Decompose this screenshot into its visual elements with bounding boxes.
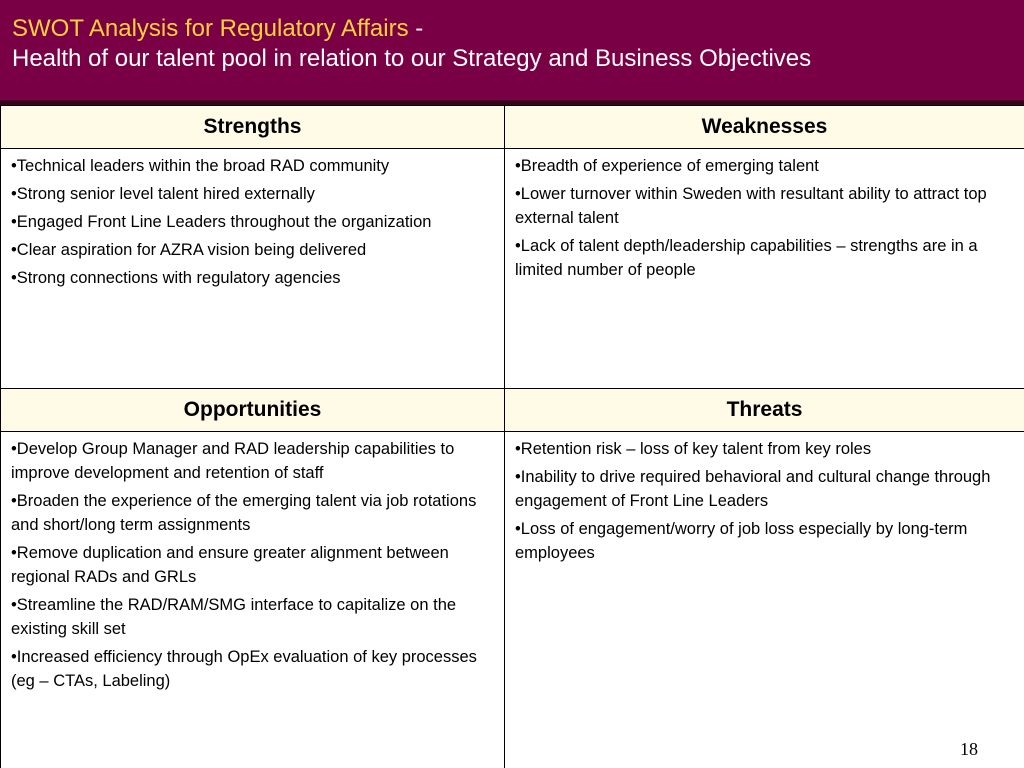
strengths-list bbox=[11, 154, 496, 290]
opportunities-list bbox=[11, 437, 496, 693]
weaknesses-cell bbox=[505, 149, 1024, 389]
list-item: • Lack of talent depth/leadership capabilities – strengths are in a limited number of people bbox=[515, 234, 1016, 282]
threats-list bbox=[515, 437, 1016, 565]
slide-subtitle: Health of our talent pool in relation to our Strategy and Business Objectives bbox=[12, 45, 812, 72]
swot-table bbox=[0, 105, 1024, 768]
strengths-cell bbox=[1, 149, 505, 389]
list-item: • Streamline the RAD/RAM/SMG interface to capitalize on the existing skill set bbox=[11, 593, 496, 641]
threats-heading: Threats bbox=[505, 389, 1024, 432]
list-item: • Engaged Front Line Leaders throughout the organization bbox=[11, 210, 496, 234]
list-item: • Develop Group Manager and RAD leadership capabilities to improve development and retention of staff bbox=[11, 437, 496, 485]
slide-title-main: SWOT Analysis for Regulatory Affairs bbox=[12, 15, 409, 42]
list-item: • Breadth of experience of emerging talent bbox=[515, 154, 1016, 178]
threats-cell bbox=[505, 432, 1024, 768]
title-bar bbox=[0, 0, 1024, 100]
list-item: • Strong connections with regulatory agencies bbox=[11, 266, 496, 290]
slide-title bbox=[12, 14, 1014, 44]
list-item: • Remove duplication and ensure greater alignment between regional RADs and GRLs bbox=[11, 541, 496, 589]
opportunities-cell bbox=[1, 432, 505, 768]
list-item: • Clear aspiration for AZRA vision being delivered bbox=[11, 238, 496, 262]
list-item: • Inability to drive required behavioral and cultural change through engagement of Front Line Leaders bbox=[515, 465, 1016, 513]
list-item: • Lower turnover within Sweden with resultant ability to attract top external talent bbox=[515, 182, 1016, 230]
opportunities-heading: Opportunities bbox=[1, 389, 505, 432]
weaknesses-heading: Weaknesses bbox=[505, 106, 1024, 149]
list-item: • Increased efficiency through OpEx evaluation of key processes (eg – CTAs, Labeling) bbox=[11, 645, 496, 693]
slide-title-dash: - bbox=[415, 15, 424, 42]
list-item: • Loss of engagement/worry of job loss especially by long-term employees bbox=[515, 517, 1016, 565]
strengths-heading: Strengths bbox=[1, 106, 505, 149]
list-item: • Broaden the experience of the emerging talent via job rotations and short/long term assignments bbox=[11, 489, 496, 537]
weaknesses-list bbox=[515, 154, 1016, 282]
list-item: • Retention risk – loss of key talent from key roles bbox=[515, 437, 1016, 461]
list-item: • Technical leaders within the broad RAD community bbox=[11, 154, 496, 178]
list-item: • Strong senior level talent hired externally bbox=[11, 182, 496, 206]
page-number: 18 bbox=[960, 739, 978, 759]
